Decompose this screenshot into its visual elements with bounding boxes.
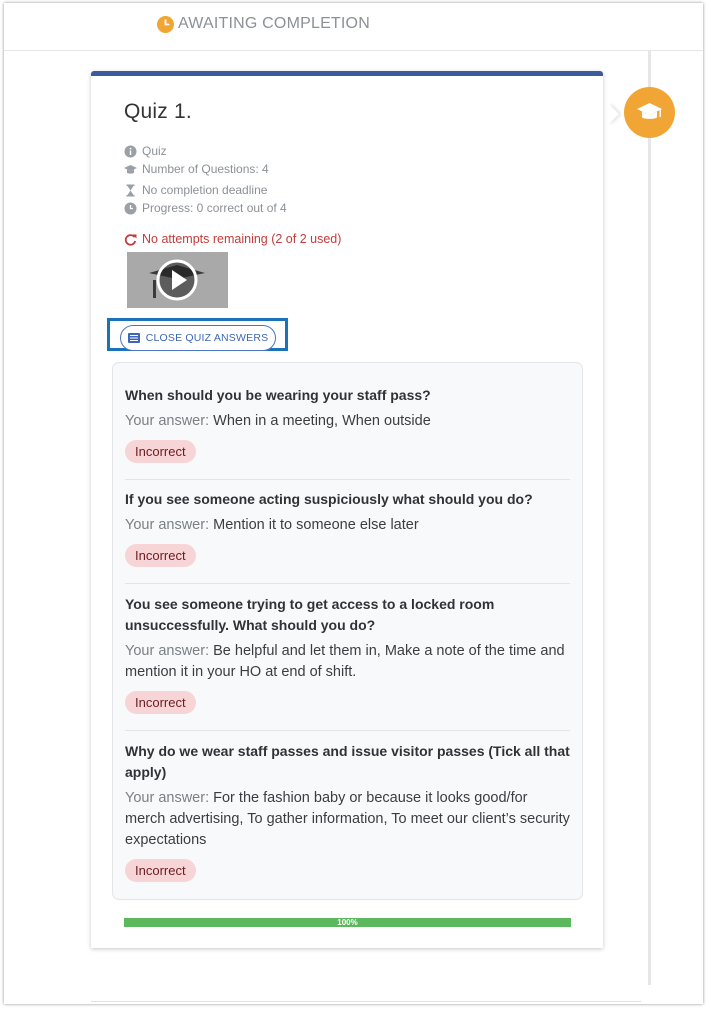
progress-label: 100% — [337, 918, 358, 927]
clock-icon — [124, 202, 137, 215]
graduation-cap-icon — [636, 100, 663, 124]
quiz-title: Quiz 1. — [124, 100, 192, 123]
question-text: Why do we wear staff passes and issue visitor passes (Tick all that apply) — [125, 743, 570, 780]
meta-type — [124, 144, 167, 158]
answer-label: Your answer: — [125, 517, 210, 533]
list-item — [125, 594, 570, 731]
answer-line — [125, 788, 570, 851]
close-button-label: CLOSE QUIZ ANSWERS — [145, 332, 269, 344]
list-item — [125, 741, 570, 891]
answer-text: Mention it to someone else later — [213, 517, 419, 533]
list-item — [125, 489, 570, 584]
refresh-icon — [124, 233, 137, 246]
status-badge: Incorrect — [125, 544, 196, 567]
meta-questions-text: Number of Questions: 4 — [142, 162, 269, 176]
answer-label: Your answer: — [125, 643, 210, 659]
quiz-answers-panel — [112, 362, 583, 900]
answer-label: Your answer: — [125, 790, 210, 806]
meta-deadline — [124, 183, 267, 197]
attempts-status — [124, 232, 341, 246]
meta-progress-text: Progress: 0 correct out of 4 — [142, 201, 287, 215]
answer-line — [125, 515, 570, 536]
status-badge: Incorrect — [125, 440, 196, 463]
status-badge: Incorrect — [125, 691, 196, 714]
list-item — [125, 385, 570, 480]
question-text: When should you be wearing your staff pass? — [125, 387, 431, 403]
progress-bar — [124, 918, 571, 927]
meta-questions — [124, 162, 269, 176]
answer-text: Be helpful and let them in, Make a note of the time and mention it in your HO at end of shift. — [125, 643, 565, 680]
attempts-text: No attempts remaining (2 of 2 used) — [142, 232, 342, 246]
answer-text: For the fashion baby or because it looks good/for merch advertising, To gather information, To meet our client’s security expectations — [125, 790, 570, 848]
close-quiz-answers-button[interactable] — [120, 325, 276, 351]
hourglass-icon — [124, 184, 137, 197]
question-text: If you see someone acting suspiciously what should you do? — [125, 491, 533, 507]
page-frame — [4, 3, 703, 1004]
status-bar — [4, 3, 703, 51]
divider — [91, 1001, 641, 1002]
answer-line — [125, 411, 570, 432]
meta-progress — [124, 201, 287, 215]
quiz-card — [91, 71, 603, 948]
answer-label: Your answer: — [125, 413, 210, 429]
list-icon — [128, 333, 140, 343]
clock-icon — [157, 16, 174, 33]
status-badge: Incorrect — [125, 859, 196, 882]
answer-line — [125, 641, 570, 683]
status-label: AWAITING COMPLETION — [178, 15, 370, 32]
info-icon — [124, 145, 137, 158]
answer-text: When in a meeting, When outside — [213, 413, 431, 429]
timeline-badge — [624, 87, 675, 138]
video-thumbnail[interactable] — [127, 252, 228, 308]
meta-type-text: Quiz — [142, 144, 167, 158]
question-text: You see someone trying to get access to a locked room unsuccessfully. What should you do? — [125, 596, 495, 633]
timeline-line — [648, 50, 651, 985]
graduation-cap-icon — [124, 163, 137, 176]
play-icon — [127, 252, 228, 308]
meta-deadline-text: No completion deadline — [142, 183, 268, 197]
